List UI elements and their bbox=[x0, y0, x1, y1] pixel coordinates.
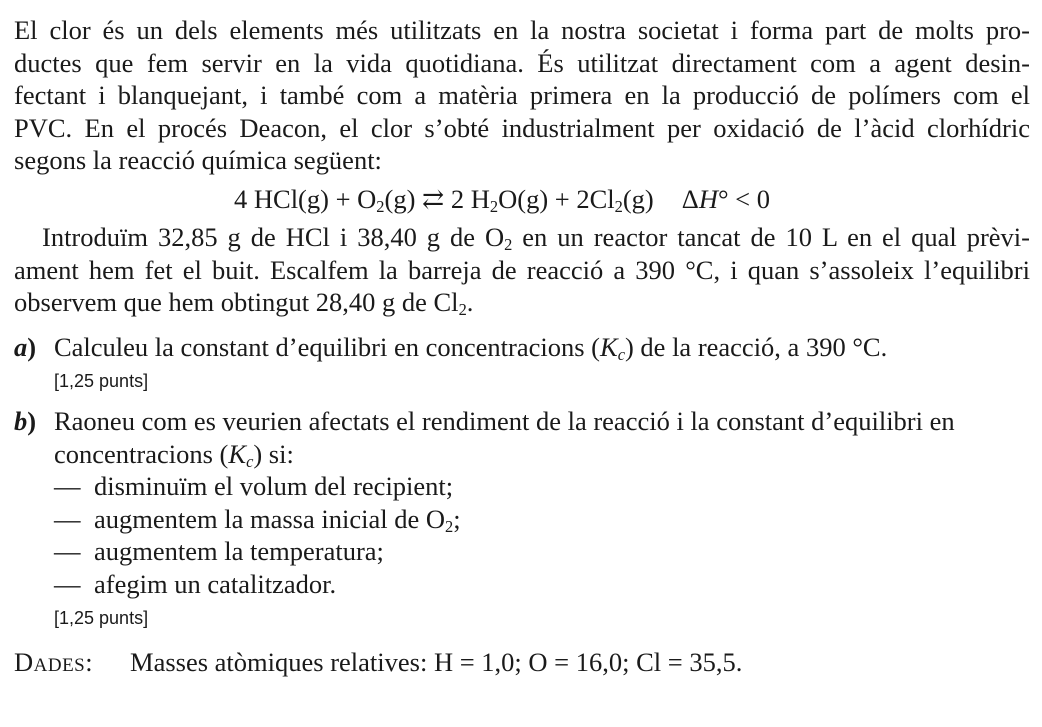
delta-symbol: Δ bbox=[681, 183, 699, 214]
question-b-label bbox=[14, 405, 36, 438]
statement-text: en un reactor tancat de 10 L en el qual prèvi- bbox=[512, 222, 1030, 252]
list-item bbox=[54, 470, 1030, 503]
statement-line bbox=[14, 221, 1030, 254]
statement-line bbox=[14, 286, 1030, 319]
question-paren: ) bbox=[27, 331, 37, 362]
question-b-points: [1,25 punts] bbox=[54, 608, 149, 628]
question-a-label bbox=[14, 331, 36, 364]
statement-line: ament hem fet el buit. Escalfem la barreja de reacció a 390 °C, i quan s’assoleix l’equilibri bbox=[14, 254, 1030, 285]
statement-subscript: 2 bbox=[458, 300, 467, 320]
kc-symbol: K bbox=[228, 438, 247, 469]
question-letter: a bbox=[14, 331, 28, 362]
dash-bullet: — bbox=[54, 471, 81, 501]
equation-subscript: 2 bbox=[614, 196, 623, 216]
dash-bullet: — bbox=[54, 503, 81, 534]
statement-text: Introduïm 32,85 g de HCl i 38,40 g de O bbox=[42, 222, 505, 252]
enthalpy-inequality: ° < 0 bbox=[717, 183, 770, 214]
condition-list bbox=[54, 470, 1030, 600]
equation-text: (g) bbox=[622, 183, 654, 214]
statement-text: observem que hem obtingut 28,40 g de Cl bbox=[14, 287, 459, 317]
question-b-text bbox=[54, 405, 1030, 470]
intro-line: ductes que fem servir en la vida quotidiana. És utilitzat directament com a agent desin- bbox=[14, 47, 1030, 78]
statement-text: . bbox=[466, 287, 474, 317]
exam-problem bbox=[14, 14, 1030, 679]
kc-subscript: c bbox=[246, 451, 254, 471]
question-a-text bbox=[54, 331, 1030, 364]
intro-line: segons la reacció química següent: bbox=[14, 145, 382, 175]
question-text: ) de la reacció, a 390 °C. bbox=[624, 331, 888, 362]
list-item bbox=[54, 568, 1030, 601]
intro-line: PVC. En el procés Deacon, el clor s’obté industrialment per oxidació de l’àcid clorhídric bbox=[14, 112, 1030, 143]
chemical-equation bbox=[14, 183, 1030, 216]
question-a bbox=[14, 331, 1030, 394]
list-item-text: ; bbox=[453, 503, 461, 534]
equation-text: (g) ⇄ 2 H bbox=[384, 183, 490, 214]
list-item bbox=[54, 535, 1030, 568]
question-letter: b bbox=[14, 406, 28, 436]
data-section bbox=[14, 646, 1030, 679]
equation-text: O(g) + 2Cl bbox=[498, 183, 615, 214]
list-item-text: augmentem la temperatura; bbox=[94, 536, 384, 566]
kc-symbol: K bbox=[600, 331, 618, 362]
intro-line: fectant i blanquejant, i també com a matèria primera en la producció de polímers com el bbox=[14, 80, 1030, 110]
question-text: ) si: bbox=[253, 438, 294, 469]
question-text: concentracions ( bbox=[54, 438, 229, 469]
dash-bullet: — bbox=[54, 568, 81, 599]
dash-bullet: — bbox=[54, 536, 81, 566]
enthalpy-symbol: H bbox=[698, 183, 718, 214]
question-text: Calculeu la constant d’equilibri en concentracions ( bbox=[54, 331, 600, 362]
list-item-text: disminuïm el volum del recipient; bbox=[94, 471, 454, 501]
question-paren: ) bbox=[27, 406, 37, 436]
kc-subscript: c bbox=[617, 344, 625, 364]
question-b bbox=[14, 405, 1030, 630]
list-item bbox=[54, 503, 1030, 536]
intro-line: El clor és un dels elements més utilitzats en la nostra societat i forma part de molts pro- bbox=[14, 15, 1030, 45]
list-item-subscript: 2 bbox=[445, 516, 454, 536]
data-label: Dades: bbox=[14, 647, 94, 677]
data-text: Masses atòmiques relatives: H = 1,0; O = 16,0; Cl = 35,5. bbox=[130, 647, 743, 677]
equation-text: 4 HCl(g) + O bbox=[234, 183, 377, 214]
statement-paragraph bbox=[14, 221, 1030, 319]
statement-subscript: 2 bbox=[504, 235, 513, 255]
list-item-text: afegim un catalitzador. bbox=[94, 568, 337, 599]
equation-subscript: 2 bbox=[489, 196, 499, 216]
equation-subscript: 2 bbox=[376, 196, 385, 216]
question-b-line: Raoneu com es veurien afectats el rendiment de la reacció i la constant d’equilibri en bbox=[54, 406, 955, 436]
list-item-text: augmentem la massa inicial de O bbox=[94, 503, 446, 534]
enthalpy-condition bbox=[682, 184, 770, 214]
question-a-points: [1,25 punts] bbox=[54, 371, 149, 391]
question-b-line bbox=[54, 438, 1030, 471]
intro-paragraph bbox=[14, 14, 1030, 177]
